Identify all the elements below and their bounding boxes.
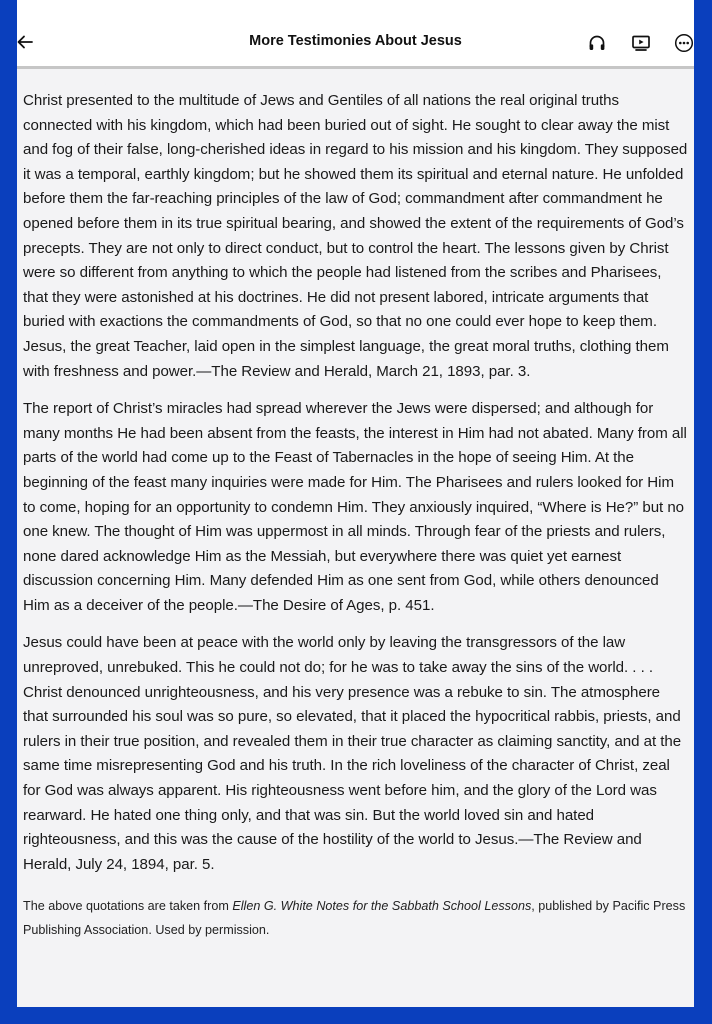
audio-button[interactable] [585, 31, 609, 55]
quote-paragraph-1: Christ presented to the multitude of Jews and Gentiles of all nations the real original truths connected with his kingdom, which had been buried out of sight. He sought to clear away the mist and fog of their false, long-cherished ideas in regard to his mission and his kingdom. They supposed it was a temporal, earthly kingdom; but he showed them its spiritual and eternal nature. He unfolded before them the far-reaching principles of the law of God; commandment after commandment he opened before them in its true spiritual bearing, and showed the extent of the requirements of God’s precepts. They are not only to direct conduct, but to control the heart. The lessons given by Christ were so different from anything to which the people had listened from the scribes and Pharisees, that they were astonished at his doctrines. He did not present labored, intricate arguments that buried with exactions the commandments of God, so that no one could ever hope to keep them. Jesus, the great Teacher, laid open in the simplest language, the great moral truths, clothing them with freshness and power.—The Review and Herald, March 21, 1893, par. 3. [23, 92, 688, 380]
video-icon [631, 33, 651, 53]
app-window [17, 0, 694, 1007]
more-options-button[interactable] [672, 31, 694, 55]
attribution-suffix: , published by Pacific Press Publishing Association. Used by permission. [23, 899, 686, 938]
page-title: More Testimonies About Jesus [249, 33, 462, 49]
lesson-content [23, 89, 689, 955]
source-book-title: Ellen G. White Notes for the Sabbath School Lessons [232, 899, 532, 914]
quote-paragraph-2: The report of Christ’s miracles had spread wherever the Jews were dispersed; and although for many months He had been absent from the feasts, the interest in Him had not abated. Many from all parts of the world had come up to the Feast of Tabernacles in the hope of seeing Him. At the beginning of the feast many inquiries were made for Him. The Pharisees and rulers looked for Him to come, hoping for an opportunity to condemn Him. They anxiously inquired, “Where is He?” but no one knew. The thought of Him was uppermost in all minds. Through fear of the priests and rulers, none dared acknowledge Him as the Messiah, but everywhere there was quiet yet earnest discussion concerning Him. Many defended Him as one sent from God, while others denounced Him as a deceiver of the people.—The Desire of Ages, p. 451. [23, 400, 687, 614]
video-button[interactable] [629, 31, 653, 55]
more-options-icon [674, 33, 694, 53]
top-app-bar [17, 0, 694, 69]
quote-paragraph-3: Jesus could have been at peace with the world only by leaving the transgressors of the law unreproved, unrebuked. This he could not do; for he was to take away the sins of the world. . . . Christ denounced unrighteousness, and his very presence was a rebuke to sin. The atmosphere that surrounded his soul was so pure, so elevated, that it placed the hypocritical rabbis, priests, and rulers in their true position, and revealed them in their true character as claiming sanctity, and at the same time misrepresenting God and his truth. In the rich loveliness of the character of Christ, zeal for God was always apparent. His righteousness went before him, and the glory of the Lord was rearward. He hated one thing only, and that was sin. But the world loved sin and hated righteousness, and this was the cause of the hostility of the world to Jesus.—The Review and Herald, July 24, 1894, par. 5. [23, 634, 682, 873]
headphones-icon [587, 33, 607, 53]
attribution-prefix: The above quotations are taken from [23, 899, 233, 914]
back-button[interactable] [17, 31, 35, 53]
back-arrow-icon [17, 33, 34, 51]
attribution-note [23, 894, 689, 942]
